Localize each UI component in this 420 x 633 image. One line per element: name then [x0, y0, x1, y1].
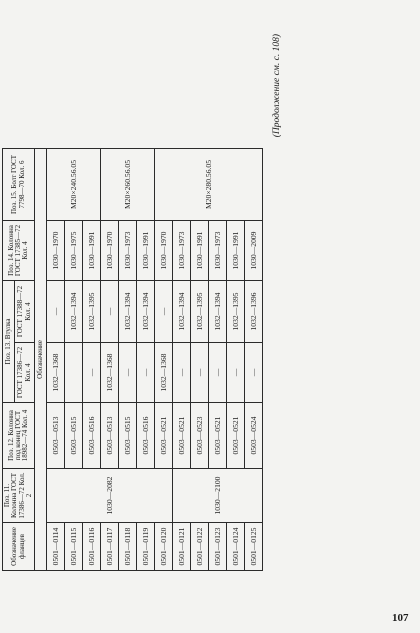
- cell-pos14: 1030—1970: [155, 221, 173, 281]
- cell-designation: 0501—0119: [137, 523, 155, 571]
- cell-pos12: 0503—0516: [83, 403, 101, 469]
- cell-pos13a: 1032—1368: [101, 343, 119, 403]
- cell-pos14: 1030—1991: [191, 221, 209, 281]
- cell-pos14: 1030—2009: [245, 221, 263, 281]
- designation-note: Обозначение: [35, 149, 47, 571]
- cell-pos13a: —: [137, 343, 155, 403]
- cell-designation: 0501—0125: [245, 523, 263, 571]
- header-pos13-gost2: ГОСТ 17388—72 Кол. 4: [14, 281, 34, 343]
- cell-pos12: 0503—0524: [245, 403, 263, 469]
- cell-pos12: 0503—0516: [137, 403, 155, 469]
- cell-pos14: 1030—1973: [173, 221, 191, 281]
- cell-designation: 0501—0124: [227, 523, 245, 571]
- cell-pos13a: —: [191, 343, 209, 403]
- cell-pos12: 0503—0521: [209, 403, 227, 469]
- cell-pos13a: —: [119, 343, 137, 403]
- cell-pos14: 1030—1975: [65, 221, 83, 281]
- cell-pos14: 1030—1991: [83, 221, 101, 281]
- cell-pos14: 1030—1991: [227, 221, 245, 281]
- cell-designation: 0501—0116: [83, 523, 101, 571]
- cell-pos12: 0503—0521: [173, 403, 191, 469]
- cell-pos13b: 1032—1394: [173, 281, 191, 343]
- cell-pos13b: 1032—1395: [191, 281, 209, 343]
- cell-pos15: М20×260.56.05: [101, 149, 155, 221]
- cell-designation: 0501—0121: [173, 523, 191, 571]
- cell-pos13b: 1032—1394: [119, 281, 137, 343]
- cell-pos12: 0503—0513: [47, 403, 65, 469]
- cell-designation: 0501—0123: [209, 523, 227, 571]
- header-pos11: Поз. 11. Колонна ГОСТ 17386—72 Кол. 2: [3, 469, 35, 523]
- cell-pos13b: 1032—1395: [227, 281, 245, 343]
- cell-pos13b: 1032—1394: [137, 281, 155, 343]
- cell-pos13a: —: [227, 343, 245, 403]
- cell-pos13b: 1032—1396: [245, 281, 263, 343]
- cell-pos11: 1030—2100: [173, 469, 263, 523]
- header-designation: Обозначение фланцев: [3, 523, 35, 571]
- cell-pos13a: —: [83, 343, 101, 403]
- cell-designation: 0501—0118: [119, 523, 137, 571]
- cell-pos14: 1030—1970: [47, 221, 65, 281]
- cell-pos13b: —: [101, 281, 119, 343]
- header-pos13: Поз. 13. Втулка: [3, 281, 15, 403]
- cell-designation: 0501—0114: [47, 523, 65, 571]
- cell-pos13b: 1032—1394: [209, 281, 227, 343]
- rotated-content: [0, 30, 285, 585]
- cell-pos15: М20×240.56.05: [47, 149, 101, 221]
- cell-pos13b: —: [47, 281, 65, 343]
- cell-pos13b: —: [155, 281, 173, 343]
- cell-pos13a: 1032—1368: [155, 343, 173, 403]
- cell-pos13a: 1032—1368: [47, 343, 65, 403]
- cell-pos12: 0503—0513: [101, 403, 119, 469]
- header-pos12: Поз. 12. Колонна под конец ГОСТ 18982—74 Кол. 4: [3, 403, 35, 469]
- cell-pos14: 1030—1970: [101, 221, 119, 281]
- cell-pos12: 0503—0515: [65, 403, 83, 469]
- parts-table: [2, 148, 263, 571]
- cell-pos12: 0503—0515: [119, 403, 137, 469]
- cell-designation: 0501—0117: [101, 523, 119, 571]
- cell-pos13a: —: [173, 343, 191, 403]
- header-pos15: Поз. 15. Болт ГОСТ 7798—70 Кол. 6: [3, 149, 35, 221]
- table-row: [47, 149, 65, 571]
- cell-pos12: 0503—0521: [227, 403, 245, 469]
- cell-designation: 0501—0122: [191, 523, 209, 571]
- page-number: 107: [392, 612, 409, 624]
- header-pos13-gost1: ГОСТ 17386—72 Кол. 4: [14, 343, 34, 403]
- cell-designation: 0501—0115: [65, 523, 83, 571]
- cell-pos13b: 1032—1395: [83, 281, 101, 343]
- cell-designation: 0501—0120: [155, 523, 173, 571]
- cell-pos12: 0503—0521: [155, 403, 173, 469]
- continuation-note: (Продолжение см. с. 108): [272, 34, 282, 138]
- cell-pos13a: —: [209, 343, 227, 403]
- cell-pos14: 1030—1973: [119, 221, 137, 281]
- cell-pos11: 1030—2082: [47, 469, 173, 523]
- cell-pos15: М20×280.56.05: [155, 149, 263, 221]
- cell-pos14: 1030—1973: [209, 221, 227, 281]
- cell-pos13a: [65, 343, 83, 403]
- cell-pos14: 1030—1991: [137, 221, 155, 281]
- cell-pos12: 0503—0523: [191, 403, 209, 469]
- cell-pos13b: 1032—1394: [65, 281, 83, 343]
- header-pos14: Поз. 14. Колонна ГОСТ 17385—72 Кол. 4: [3, 221, 35, 281]
- cell-pos13a: —: [245, 343, 263, 403]
